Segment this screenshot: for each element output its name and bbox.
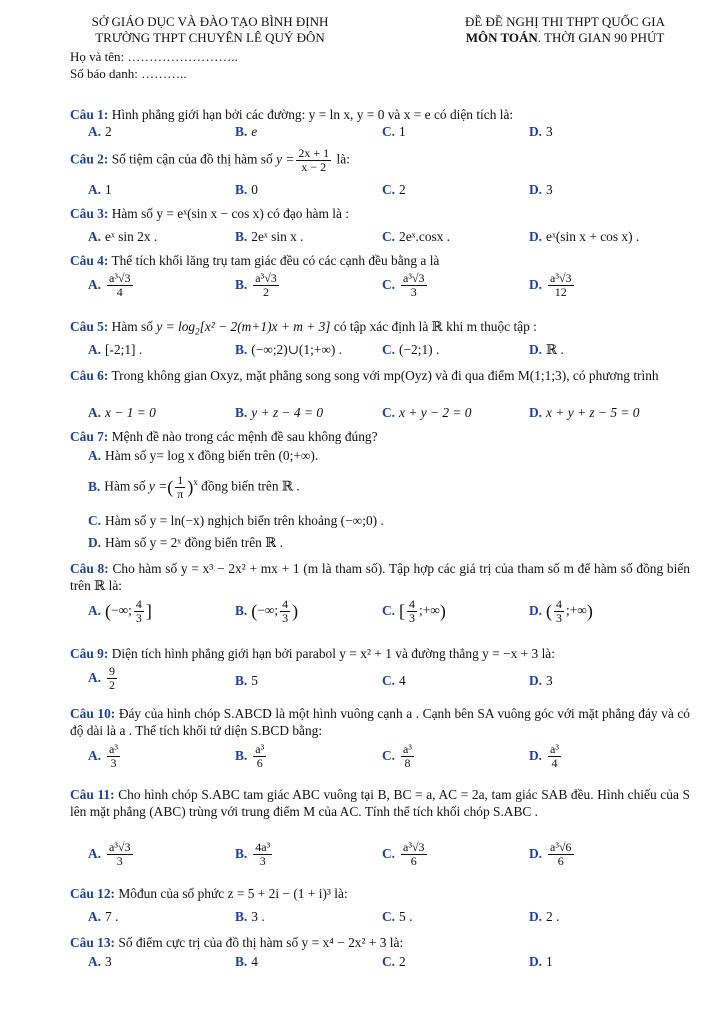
option-a: A. 7 . bbox=[88, 909, 119, 924]
option-d: D. x + y + z − 5 = 0 bbox=[529, 405, 640, 420]
option-d: D. 2 . bbox=[529, 909, 560, 924]
option-d: D. $\frac{\text{a³√3}}{12}$ bbox=[529, 271, 572, 299]
option-d: D. 3 bbox=[529, 124, 553, 139]
option-d: D. $\frac{\text{a³}}{4}$ bbox=[529, 742, 559, 770]
question-4: Câu 4: Thể tích khối lăng trụ tam giác đều có các cạnh đều bằng a là bbox=[70, 253, 440, 268]
question-5: Câu 5: Hàm số $y = \log_2[x^2 - 2(m+1)x + m + 3]$ có tập xác định là ℝ khi m thuộc tập : bbox=[70, 319, 537, 337]
option-b: B. e bbox=[235, 124, 258, 139]
question-5-options bbox=[88, 342, 698, 362]
option-b: B. (−∞; $\frac{4}{3}$ ) bbox=[235, 597, 299, 625]
question-7: Câu 7: Mệnh đề nào trong các mệnh đề sau không đúng? bbox=[70, 429, 378, 444]
option-a: A. $\frac{\text{a³√3}}{4}$ bbox=[88, 271, 131, 299]
option-d: D. eˣ(sin x + cos x) . bbox=[529, 229, 640, 244]
question-8-options bbox=[88, 598, 698, 634]
question-11: Câu 11: Cho hình chóp S.ABC tam giác ABC vuông tại B, BC = a, AC = 2a, tam giác SAB đều. Hình chiếu của S lên mặt phẳng (ABC) trùng với trung điểm M của AC. Tính thể tích khối chóp S.ABC . bbox=[70, 787, 690, 819]
option-b: B. y + z − 4 = 0 bbox=[235, 405, 324, 420]
question-12: Câu 12: Môđun của số phức z = 5 + 2i − (1 + i)³ là: bbox=[70, 886, 348, 901]
option-c: C. x + y − 2 = 0 bbox=[382, 405, 472, 420]
question-8: Câu 8: Cho hàm số y = x³ − 2x² + mx + 1 (m là tham số). Tập hợp các giá trị của tham số m để hàm số đồng biến trên ℝ là: bbox=[70, 561, 690, 593]
option-b: B. 3 . bbox=[235, 909, 265, 924]
statement-b: B. Hàm số y =( $\frac{1}{\pi}$ )$^x$ đồng biến trên ℝ . bbox=[88, 473, 300, 501]
school-header bbox=[60, 14, 360, 46]
department-name: SỞ GIÁO DỤC VÀ ĐÀO TẠO BÌNH ĐỊNH bbox=[91, 14, 329, 29]
question-6: Câu 6: Trong không gian Oxyz, mặt phẳng song song với mp(Oyz) và đi qua điểm M(1;1;3), có phương trình bbox=[70, 368, 659, 383]
id-field-label: Số báo danh: ……….. bbox=[70, 66, 187, 81]
question-9: Câu 9: Diện tích hình phẳng giới hạn bởi parabol y = x² + 1 và đường thẳng y = −x + 3 là: bbox=[70, 646, 555, 661]
question-2: Câu 2: Số tiệm cận của đồ thị hàm số y = $\frac{2x + 1}{x - 2}$ là: bbox=[70, 146, 350, 174]
question-13-options bbox=[88, 954, 698, 974]
statement-c: C. Hàm số y = ln(−x) nghịch biến trên khoảng (−∞;0) . bbox=[88, 513, 384, 528]
option-a: A. 1 bbox=[88, 182, 112, 197]
option-d: D. 3 bbox=[529, 182, 553, 197]
option-c: C. 5 . bbox=[382, 909, 413, 924]
option-c: C. $\frac{\text{a³}}{8}$ bbox=[382, 742, 412, 770]
question-2-options bbox=[88, 182, 698, 202]
question-1: Câu 1: Hình phẳng giới hạn bởi các đường: y = ln x, y = 0 và x = e có diện tích là: bbox=[70, 107, 514, 122]
option-b: B. 5 bbox=[235, 673, 258, 688]
option-d: D. 3 bbox=[529, 673, 553, 688]
option-b: B. $\frac{\text{4a³}}{3}$ bbox=[235, 840, 271, 868]
option-c: C. (−2;1) . bbox=[382, 342, 440, 357]
option-c: C. 1 bbox=[382, 124, 406, 139]
option-d: D. $\frac{\text{a³√6}}{6}$ bbox=[529, 840, 572, 868]
option-c: C. 4 bbox=[382, 673, 406, 688]
question-6-options bbox=[88, 405, 698, 425]
option-a: A. $\frac{\text{a³√3}}{3}$ bbox=[88, 840, 131, 868]
statement-d: D. Hàm số y = 2ˣ đồng biến trên ℝ . bbox=[88, 535, 284, 550]
option-a: A. eˣ sin 2x . bbox=[88, 229, 158, 244]
statement-a: A. Hàm số y= log x đồng biến trên (0;+∞). bbox=[88, 448, 319, 463]
exam-title: ĐỀ ĐỀ NGHỊ THI THPT QUỐC GIA bbox=[464, 14, 666, 29]
option-b: B. (−∞;2)∪(1;+∞) . bbox=[235, 342, 343, 357]
option-c: C. $\frac{\text{a³√3}}{3}$ bbox=[382, 271, 425, 299]
question-11-options bbox=[88, 841, 698, 877]
question-10-options bbox=[88, 743, 698, 779]
option-c: C. [ $\frac{4}{3}$ ;+∞) bbox=[382, 597, 446, 625]
option-a: A. x − 1 = 0 bbox=[88, 405, 156, 420]
option-c: C. 2eˣ.cosx . bbox=[382, 229, 451, 244]
option-c: C. 2 bbox=[382, 182, 406, 197]
name-field-label: Họ và tên: …………………….. bbox=[70, 49, 238, 64]
option-a: A. $\frac{9}{2}$ bbox=[88, 664, 116, 692]
option-d: D. ( $\frac{4}{3}$ ;+∞) bbox=[529, 597, 593, 625]
option-b: B. $\frac{\text{a³}}{6}$ bbox=[235, 742, 265, 770]
exam-subject: MÔN TOÁN. THỜI GIAN 90 PHÚT bbox=[465, 30, 665, 45]
option-a: A. 3 bbox=[88, 954, 112, 969]
question-9-options bbox=[88, 665, 698, 701]
question-4-options bbox=[88, 272, 698, 308]
option-c: C. $\frac{\text{a³√3}}{6}$ bbox=[382, 840, 425, 868]
question-10: Câu 10: Đáy của hình chóp S.ABCD là một hình vuông cạnh a . Cạnh bên SA vuông góc với mặt phẳng đáy và có độ dài là a . Thể tích khối tứ diện S.BCD bằng: bbox=[70, 706, 691, 738]
option-d: D. ℝ . bbox=[529, 342, 564, 357]
question-1-options bbox=[88, 124, 698, 144]
option-a: A. $\frac{\text{a³}}{3}$ bbox=[88, 742, 118, 770]
option-a: A. (−∞; $\frac{4}{3}$ ] bbox=[88, 597, 152, 625]
school-name: TRƯỜNG THPT CHUYÊN LÊ QUÝ ĐÔN bbox=[95, 30, 325, 45]
option-b: B. 0 bbox=[235, 182, 258, 197]
option-d: D. 1 bbox=[529, 954, 553, 969]
exam-header bbox=[420, 14, 710, 46]
question-3-options bbox=[88, 229, 698, 249]
question-12-options bbox=[88, 909, 698, 929]
question-13: Câu 13: Số điểm cực trị của đồ thị hàm số y = x⁴ − 2x² + 3 là: bbox=[70, 935, 404, 950]
option-c: C. 2 bbox=[382, 954, 406, 969]
option-b: B. $\frac{\text{a³√3}}{2}$ bbox=[235, 271, 277, 299]
option-b: B. 2eˣ sin x . bbox=[235, 229, 304, 244]
option-a: A. [-2;1] . bbox=[88, 342, 143, 357]
option-a: A. 2 bbox=[88, 124, 112, 139]
question-3: Câu 3: Hàm số y = eˣ(sin x − cos x) có đạo hàm là : bbox=[70, 206, 349, 221]
option-b: B. 4 bbox=[235, 954, 258, 969]
